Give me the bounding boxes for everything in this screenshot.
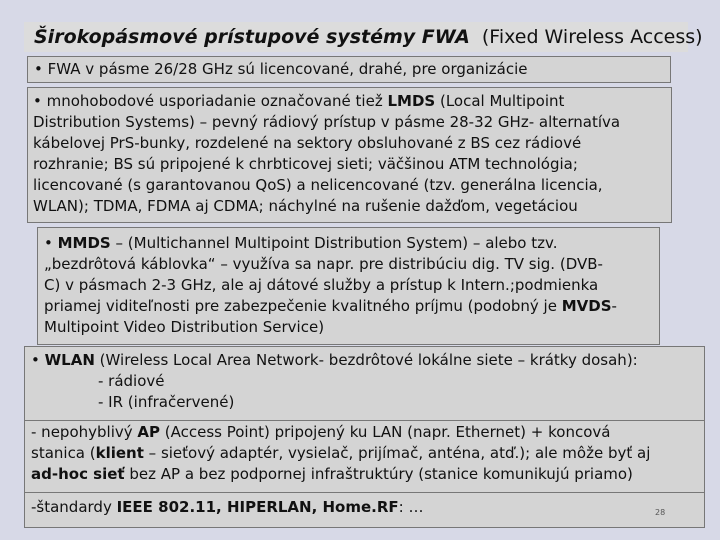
- text-run: – sieťový adaptér, vysielač, prijímač, anténa, atď.); ale môže byť aj: [143, 444, 651, 462]
- text-run: – (Multichannel Multipoint Distribution System) – alebo tzv.: [110, 234, 558, 252]
- text-line: Distribution Systems) – pevný rádiový prístup v pásme 28-32 GHz- alternatíva: [33, 113, 621, 131]
- wlan-box: [24, 346, 705, 423]
- text-line: [44, 296, 659, 317]
- text-line: „bezdrôtová káblovka“ – využíva sa napr. pre distribúciu dig. TV sig. (DVB-: [44, 255, 603, 273]
- mvds-term: MVDS: [561, 297, 612, 315]
- text-line: [33, 91, 671, 112]
- text-run: priamej viditeľnosti pre zabezpečenie kvalitného príjmu (podobný je: [44, 297, 562, 315]
- text-line: kábelovej PrS-bunky, rozdelené na sektory obsluhované z BS cez rádiové: [33, 134, 582, 152]
- text-run: (Wireless Local Area Network- bezdrôtové lokálne siete – krátky dosah):: [94, 351, 638, 369]
- slide-title-main: Širokopásmové prístupové systémy FWA: [34, 26, 470, 48]
- standards-box: [24, 492, 705, 528]
- slide-title-subtitle: (Fixed Wireless Access): [481, 26, 703, 48]
- ap-term: AP: [137, 423, 160, 441]
- text-run: -: [611, 297, 617, 315]
- text-line: [31, 443, 704, 464]
- text-line: [31, 422, 704, 443]
- wlan-term: WLAN: [44, 351, 95, 369]
- lmds-box: [27, 87, 672, 223]
- text-line: - rádiové: [98, 372, 165, 390]
- text-line: licencované (s garantovanou QoS) a nelicencované (tzv. generálna licencia,: [33, 176, 603, 194]
- page-number: 28: [655, 508, 666, 517]
- text-run: • mnohobodové usporiadanie označované tiež: [33, 92, 388, 110]
- ad-hoc-term: ad-hoc sieť: [31, 465, 125, 483]
- text-line: [31, 464, 704, 485]
- text-line: [44, 233, 659, 254]
- mmds-term: MMDS: [57, 234, 111, 252]
- text-run: stanica (: [31, 444, 96, 462]
- text-line: C) v pásmach 2-3 GHz, ale aj dátové služby a prístup k Intern.;podmienka: [44, 276, 599, 294]
- text-run: bez AP a bez podpornej infraštruktúry (stanice komunikujú priamo): [124, 465, 633, 483]
- text-line: WLAN); TDMA, FDMA aj CDMA; náchylné na rušenie dažďom, vegetáciou: [33, 197, 578, 215]
- text-run: (Access Point) pripojený ku LAN (napr. Ethernet) + koncová: [160, 423, 611, 441]
- lmds-term: LMDS: [387, 92, 436, 110]
- text-run: (Local Multipoint: [435, 92, 565, 110]
- fwa-licensed-box: [27, 56, 671, 83]
- text-line: [31, 350, 704, 371]
- text-line: Multipoint Video Distribution Service): [44, 318, 325, 336]
- text-run: •: [31, 351, 45, 369]
- text-run: -štandardy: [31, 498, 117, 516]
- text-run: •: [44, 234, 58, 252]
- text-line: rozhranie; BS sú pripojené k chrbticovej sieti; väčšinou ATM technológia;: [33, 155, 578, 173]
- mmds-box: [37, 227, 660, 345]
- client-term: klient: [95, 444, 144, 462]
- text-run: - nepohyblivý: [31, 423, 138, 441]
- standards-term: IEEE 802.11, HIPERLAN, Home.RF: [116, 498, 399, 516]
- text-line: [31, 497, 704, 518]
- text-run: : …: [398, 498, 424, 516]
- slide-title: [34, 24, 703, 50]
- text-line: - IR (infračervené): [98, 393, 235, 411]
- access-point-box: [24, 420, 705, 493]
- text-line: • FWA v pásme 26/28 GHz sú licencované, drahé, pre organizácie: [34, 60, 528, 78]
